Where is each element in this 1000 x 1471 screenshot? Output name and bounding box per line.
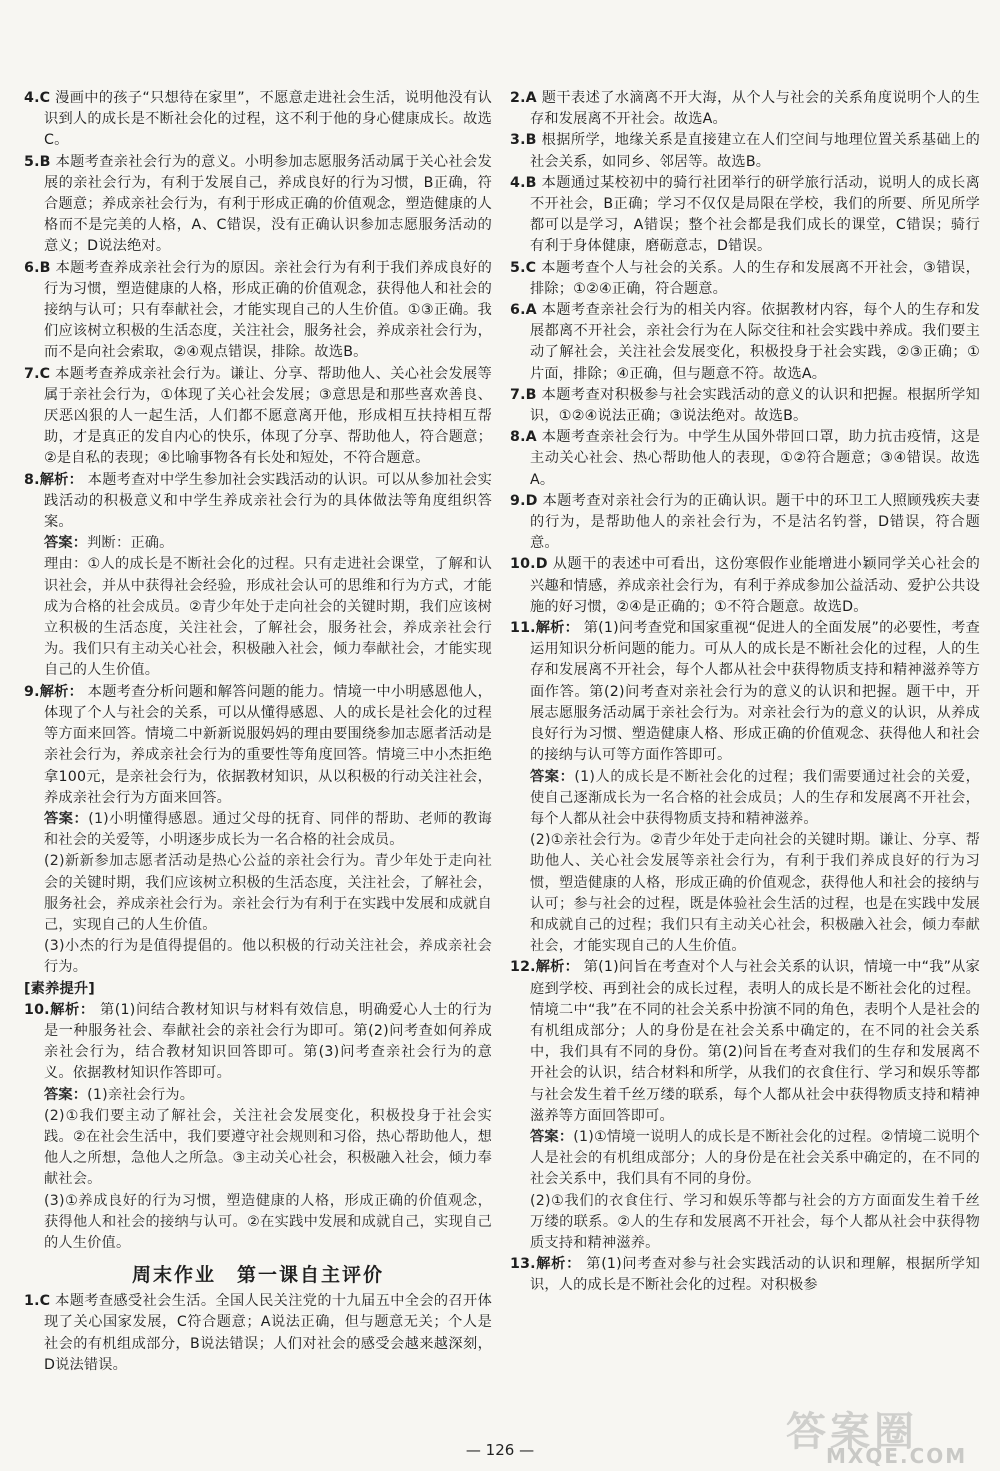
question-item [510, 88, 980, 130]
question-item [510, 173, 980, 258]
question-number: 5.B [24, 153, 51, 170]
question-text: 本题考查分析问题和解答问题的能力。情境一中小明感恩他人，体现了个人与社会的关系，可以从懂得感恩、人的成长是社会化的过程等方面来回答。情境二中新新说服妈妈的理由要围绕参加志愿者活动是亲社会行为，养成亲社会行为的重要性等角度回答。情境三中小杰拒绝拿100元，是亲社会行为，依据教材知识，从以积极的行动关注社会，养成亲社会行为方面来回答。 [44, 683, 492, 806]
answer-text: 理由：①人的成长是不断社会化的过程。只有走进社会课堂，了解和认识社会，并从中获得社会经验，形成社会认可的思维和行为方式，才能成为合格的社会成员。②青少年处于走向社会的关键时期，我们应该树立积极的生活态度，关注社会，了解社会，服务社会，养成亲社会行为。我们只有主动关心社会，积极融入社会，倾力奉献社会，才能实现自己的人生价值。 [44, 556, 492, 679]
answer-paragraph [24, 1191, 492, 1255]
section-title: 周末作业 第一课自主评价 [131, 1264, 384, 1287]
answer-paragraph [24, 851, 492, 936]
question-text: 本题考查对中学生参加社会实践活动的认识。可以从参加社会实践活动的积极意义和中学生养成亲社会行为的具体做法等角度组织答案。 [44, 471, 492, 531]
question-number: 10.解析： [24, 1001, 95, 1018]
question-number: 4.C [24, 90, 51, 106]
question-text: 本题考查养成亲社会行为的原因。亲社会行为有利于我们养成良好的行为习惯，塑造健康的人格，形成正确的价值观念，获得他人和社会的接纳与认可；只有奉献社会，才能实现自己的人生价值。①③正确。我们应该树立积极的生活态度，关注社会，服务社会，养成亲社会行为，而不是向社会索取，②④观点错误，排除。故选B。 [44, 259, 492, 361]
question-item [24, 258, 492, 364]
watermark-logo: 答案圈 [786, 1409, 918, 1455]
question-number: 2.A [510, 90, 537, 106]
question-item [510, 300, 980, 385]
question-text: 本题考查感受社会生活。全国人民关注党的十九届五中全会的召开体现了关心国家发展，C符合题意；A说法正确，但与题意无关；个人是社会的有机组成部分，B说法错误；人们对社会的感受会越来越深刻，D说法错误。 [44, 1293, 492, 1373]
question-text: 第(1)问旨在考查对个人与社会关系的认识，情境一中“我”从家庭到学校、再到社会的成长过程，表明人的成长是不断社会化的过程。情境二中“我”在不同的社会关系中扮演不同的角色，表明个人是社会的有机组成部分；人的身份是在社会关系中确定的，在不同的社会关系中，我们具有不同的身份。第(2)问旨在考查对我们的生存和发展离不开社会的认识，结合材料和所学，从我们的衣食住行、学习和娱乐等都与社会发生着千丝万缕的联系，每个人都从社会中获得物质支持和精神滋养等方面回答即可。 [530, 959, 980, 1124]
question-item [24, 152, 492, 258]
right-column [510, 88, 980, 1297]
question-text: 从题干的表述中可看出，这份寒假作业能增进小颖同学关心社会的兴趣和情感，养成亲社会行为，有利于养成参加公益活动、爱护公共设施的好习惯，②④是正确的；①不符合题意。故选D。 [530, 556, 980, 615]
question-text: 本题考查亲社会行为的相关内容。依据教材内容，每个人的生存和发展都离不开社会，亲社会行为在人际交往和社会实践中养成。我们要主动了解社会，关注社会发展变化，积极投身于社会实践，②③正确；①片面，排除；④正确，但与题意不符。故选A。 [530, 302, 980, 382]
question-item [510, 427, 980, 491]
section-tag: [素养提升] [24, 980, 95, 997]
question-text: 第(1)问考查对参与社会实践活动的认识和理解，根据所学知识，人的成长是不断社会化的过程。对积极参 [530, 1256, 980, 1294]
page-number: — 126 — [465, 1441, 535, 1459]
answer-paragraph [510, 767, 980, 831]
question-item [510, 385, 980, 427]
question-item [510, 258, 980, 300]
question-text: 本题考查对亲社会行为的正确认识。题干中的环卫工人照顾残疾夫妻的行为，是帮助他人的亲社会行为，不是沽名钓誉，D错误，符合题意。 [530, 492, 980, 552]
answer-paragraph [510, 830, 980, 957]
question-item [24, 364, 492, 470]
question-text: 漫画中的孩子“只想待在家里”，不愿意走进社会生活，说明他没有认识到人的成长是不断社会化的过程，这不利于他的身心健康成长。故选C。 [44, 90, 493, 149]
question-text: 本题考查亲社会行为的意义。小明参加志愿服务活动属于关心社会发展的亲社会行为，有利于发展自己，养成良好的行为习惯，B正确，符合题意；养成亲社会行为，有利于形成正确的价值观念，塑造健康的人格而不是完美的人格，A、C错误，没有正确认识参加志愿服务活动的意义；D说法绝对。 [44, 153, 492, 255]
question-text: 本题考查养成亲社会行为。谦让、分享、帮助他人、关心社会发展等属于亲社会行为，①体现了关心社会发展；③意思是和那些喜欢善良、厌恶凶狠的人一起生活，人们都不愿意离开他，形成相互扶持相互帮助，才是真正的发自内心的快乐，体现了分享、帮助他人，符合题意；②是自私的表现；④比喻事物各有长处和短处，不符合题意。 [44, 365, 492, 467]
question-item [24, 470, 492, 534]
question-text: 根据所学，地缘关系是直接建立在人们空间与地理位置关系基础上的社会关系，如同乡、邻居等。故选B。 [530, 132, 980, 170]
answer-paragraph [510, 1127, 980, 1191]
question-item [510, 618, 980, 766]
question-number: 10.D [510, 556, 548, 573]
answer-paragraph [24, 809, 492, 851]
answer-text: (3)①养成良好的行为习惯，塑造健康的人格，形成正确的价值观念，获得他人和社会的接纳与认可。②在实践中发展和成就自己，实现自己的人生价值。 [44, 1192, 492, 1251]
question-text: 本题考查对积极参与社会实践活动的意义的认识和把握。根据所学知识，①②④说法正确；③说法绝对。故选B。 [530, 386, 980, 425]
answer-label: 答案： [44, 535, 88, 552]
question-number: 3.B [510, 132, 537, 149]
question-text: 题干表述了水滴离不开大海，从个人与社会的关系角度说明个人的生存和发展离不开社会。故选A。 [530, 90, 980, 128]
answer-text: (1)亲社会行为。 [87, 1086, 195, 1103]
answer-text: (2)新新参加志愿者活动是热心公益的亲社会行为。青少年处于走向社会的关键时期，我们应该树立积极的生活态度，关注社会，了解社会，服务社会，养成亲社会行为。亲社会行为有利于在实践中发展和成就自己，实现自己的人生价值。 [44, 853, 492, 933]
question-number: 1.C [24, 1293, 51, 1310]
answer-text: (1)人的成长是不断社会化的过程；我们需要通过社会的关爱，使自己逐渐成长为一名合格的社会成员；人的生存和发展离不开社会，每个人都从社会中获得物质支持和精神滋养。 [530, 768, 980, 827]
left-column [24, 88, 492, 1376]
question-item [510, 491, 980, 555]
question-item [510, 1254, 980, 1296]
question-number: 7.B [510, 386, 537, 403]
question-item [24, 682, 492, 809]
answer-text: (2)①我们要主动了解社会，关注社会发展变化，积极投身于社会实践。②在社会生活中，我们要遵守社会规则和习俗，热心帮助他人，想他人之所想，急他人之所急。③主动关心社会，积极融入社会，倾力奉献社会。 [44, 1107, 492, 1188]
answer-text: (1)①情境一说明人的成长是不断社会化的过程。②情境二说明个人是社会的有机组成部分；人的身份是在社会关系中确定的，在不同的社会关系中，我们具有不同的身份。 [530, 1128, 980, 1188]
question-item [24, 1291, 492, 1376]
question-number: 9.D [510, 492, 538, 509]
question-text: 本题考查个人与社会的关系。人的生存和发展离不开社会，③错误，排除；①②④正确，符合题意。 [530, 259, 980, 297]
answer-paragraph [510, 1191, 980, 1255]
question-number: 12.解析： [510, 959, 580, 976]
question-item [510, 130, 980, 172]
answer-text: (2)①我们的衣食住行、学习和娱乐等都与社会的方方面面发生着千丝万缕的联系。②人的生存和发展离不开社会，每个人都从社会中获得物质支持和精神滋养。 [530, 1192, 980, 1251]
answer-paragraph [24, 1106, 492, 1191]
answer-label: 答案： [530, 1128, 574, 1145]
watermark [786, 1400, 986, 1468]
question-number: 7.C [24, 365, 51, 382]
answer-paragraph [24, 554, 492, 681]
question-number: 4.B [510, 174, 537, 191]
answer-paragraph [24, 1085, 492, 1106]
answer-text: 判断：正确。 [87, 535, 174, 552]
answer-label: 答案： [44, 1086, 88, 1103]
answer-paragraph [24, 533, 492, 554]
answer-text: (1)小明懂得感恩。通过父母的抚育、同伴的帮助、老师的教诲和社会的关爱等，小明逐步成长为一名合格的社会成员。 [44, 810, 492, 849]
question-number: 8.解析： [24, 471, 84, 488]
question-item [510, 957, 980, 1127]
question-text: 本题通过某校初中的骑行社团举行的研学旅行活动，说明人的成长离不开社会，B正确；学习不仅仅是局限在学校，我们的所要、所见所学都可以是学习，A错误；整个社会都是我们成长的课堂，C错误；骑行有利于身体健康，磨砺意志，D错误。 [530, 174, 980, 255]
question-number: 9.解析： [24, 683, 84, 700]
question-number: 11.解析： [510, 620, 580, 637]
question-item [24, 88, 492, 152]
question-number: 6.B [24, 259, 51, 276]
answer-text: (3)小杰的行为是值得提倡的。他以积极的行动关注社会，养成亲社会行为。 [44, 938, 492, 976]
question-item [510, 554, 980, 618]
question-item [24, 1000, 492, 1085]
question-number: 5.C [510, 259, 537, 276]
answer-label: 答案： [530, 768, 575, 785]
question-text: 第(1)问考查党和国家重视“促进人的全面发展”的必要性，考查运用知识分析问题的能力。可从人的成长是不断社会化的过程，人的生存和发展离不开社会，每个人都从社会中获得物质支持和精神滋养等方面作答。第(2)问考查对亲社会行为的意义的认识和把握。题干中，开展志愿服务活动属于亲社会行为。对亲社会行为的意义的认识，从养成良好行为习惯、塑造健康人格、形成正确的价值观念、获得他人和社会的接纳与认可等方面作答即可。 [530, 620, 980, 764]
answer-text: (2)①亲社会行为。②青少年处于走向社会的关键时期。谦让、分享、帮助他人、关心社会发展等亲社会行为，有利于我们养成良好的行为习惯，塑造健康的人格，形成正确的价值观念，获得他人和社会的接纳与认可；参与社会的过程，既是体验社会生活的过程，也是在实践中发展和成就自己的过程；我们只有主动关心社会，积极融入社会，倾力奉献社会，才能实现自己的人生价值。 [530, 832, 980, 955]
watermark-url: MXQE.COM [826, 1444, 968, 1468]
answer-paragraph [24, 936, 492, 978]
answer-label: 答案： [44, 810, 89, 827]
question-text: 第(1)问结合教材知识与材料有效信息，明确爱心人士的行为是一种服务社会、奉献社会的亲社会行为即可。第(2)问考查如何养成亲社会行为，结合教材知识回答即可。第(3)问考查亲社会行为的意义。依据教材知识作答即可。 [44, 1001, 492, 1082]
question-number: 8.A [510, 429, 537, 446]
question-number: 13.解析： [510, 1256, 582, 1273]
question-text: 本题考查亲社会行为。中学生从国外带回口罩，助力抗击疫情，这是主动关心社会、热心帮助他人的表现，①②符合题意；③④错误。故选A。 [530, 429, 980, 488]
question-number: 6.A [510, 302, 537, 319]
